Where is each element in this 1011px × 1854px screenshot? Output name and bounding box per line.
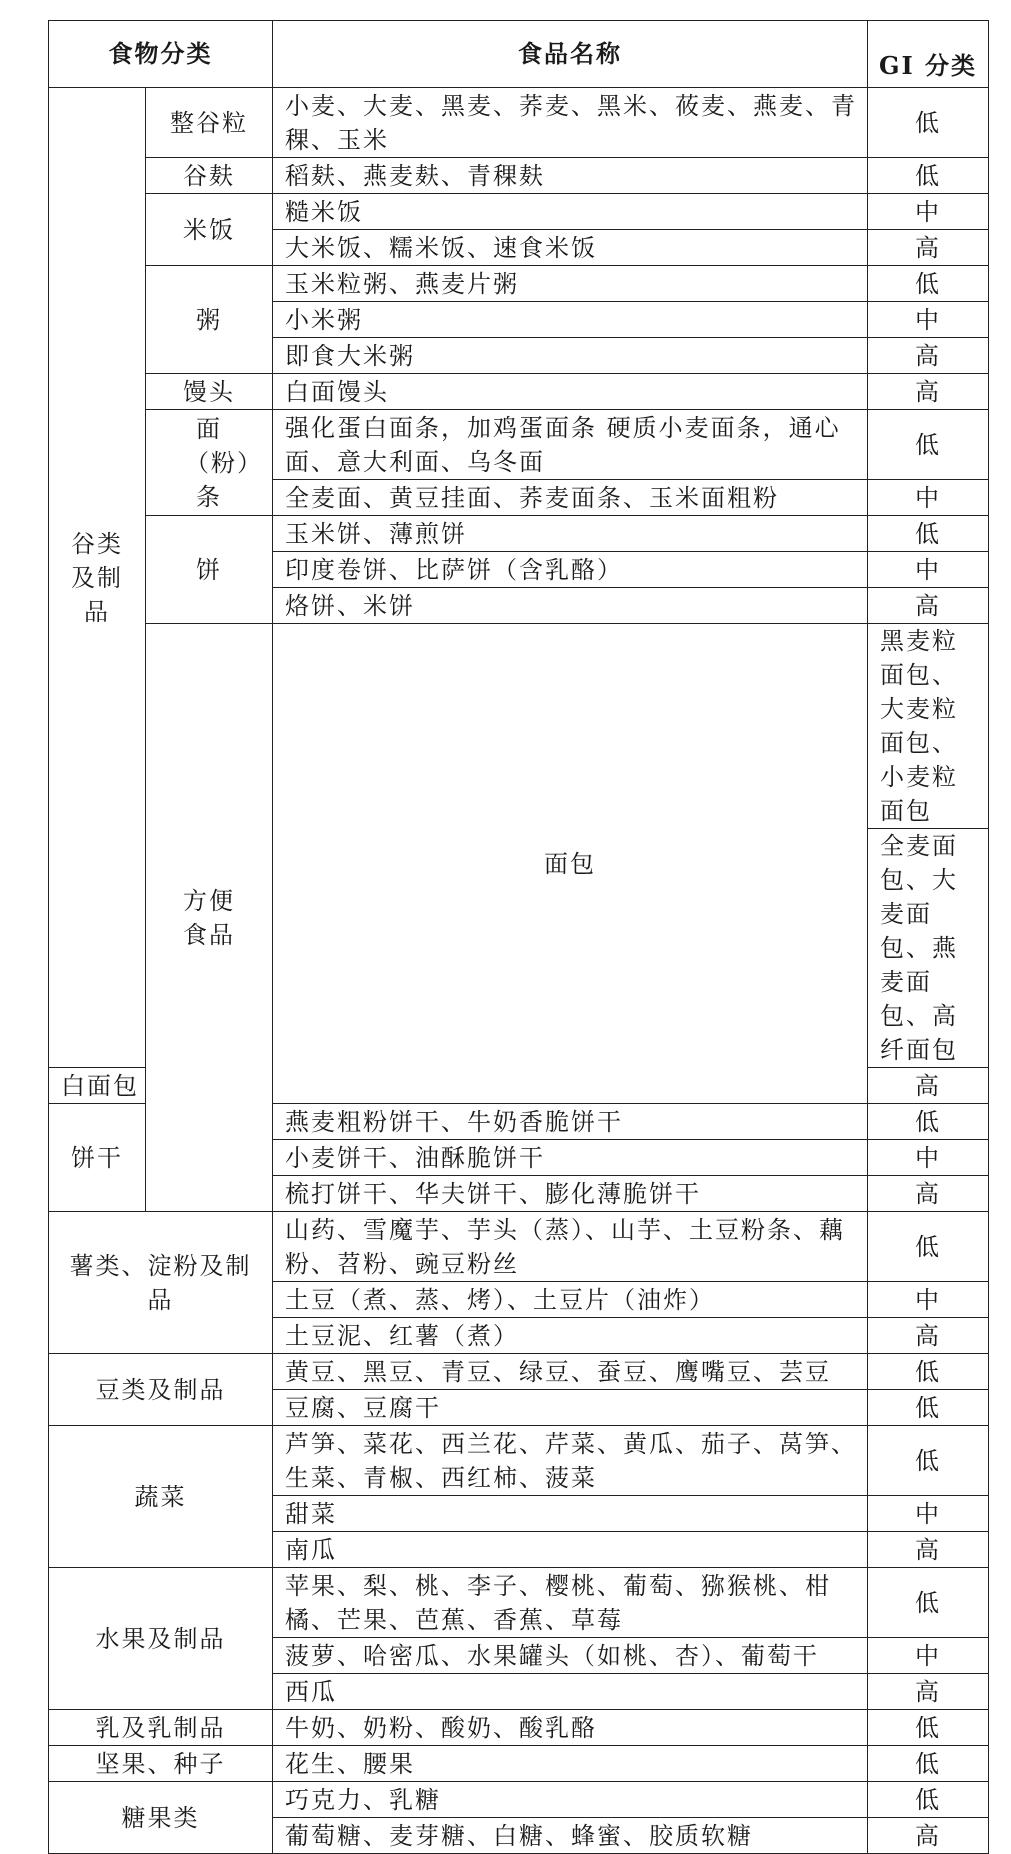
table-row [49,1568,989,1638]
gi-cell: 高 [868,1532,989,1568]
gi-cell: 低 [868,1710,989,1746]
gi-cell: 中 [868,194,989,230]
food-cell: 白面包 [49,1068,146,1104]
food-cell: 土豆（煮、蒸、烤）、土豆片（油炸） [273,1282,868,1318]
gi-cell: 高 [868,1318,989,1354]
header-row [49,21,989,88]
food-cell: 玉米饼、薄煎饼 [273,516,868,552]
table-row [49,1710,989,1746]
gi-cell: 中 [868,1282,989,1318]
gi-cell: 低 [868,1212,989,1282]
table-row [49,516,989,552]
gi-cell: 低 [868,1782,989,1818]
food-cell: 印度卷饼、比萨饼（含乳酪） [273,552,868,588]
food-cell: 花生、腰果 [273,1746,868,1782]
food-cell: 南瓜 [273,1532,868,1568]
header-category: 食物分类 [49,21,273,88]
gi-cell: 低 [868,1568,989,1638]
food-cell: 小麦、大麦、黑麦、荞麦、黑米、莜麦、燕麦、青稞、玉米 [273,88,868,158]
gi-table [48,20,989,1854]
food-cell: 黑麦粒面包、大麦粒面包、小麦粒面包 [868,624,989,829]
food-cell: 巧克力、乳糖 [273,1782,868,1818]
category-cell: 坚果、种子 [49,1746,273,1782]
gi-cell: 低 [868,410,989,480]
table-row [49,374,989,410]
food-cell: 大米饭、糯米饭、速食米饭 [273,230,868,266]
gi-cell: 低 [868,1104,989,1140]
food-cell: 豆腐、豆腐干 [273,1390,868,1426]
table-row [49,266,989,302]
gi-cell: 高 [868,1818,989,1854]
food-cell: 芦笋、菜花、西兰花、芹菜、黄瓜、茄子、莴笋、生菜、青椒、西红柿、菠菜 [273,1426,868,1496]
subcategory-cell: 米饭 [146,194,273,266]
food-cell: 黄豆、黑豆、青豆、绿豆、蚕豆、鹰嘴豆、芸豆 [273,1354,868,1390]
subcategory-cell: 饼 [146,516,273,624]
gi-cell: 高 [868,588,989,624]
food-cell: 玉米粒粥、燕麦片粥 [273,266,868,302]
category-label: 谷类及制品 [71,529,123,626]
header-gi: GI 分类 [868,21,989,88]
category-cell: 豆类及制品 [49,1354,273,1426]
gi-cell: 中 [868,1496,989,1532]
gi-cell: 高 [868,338,989,374]
gi-cell: 中 [868,1638,989,1674]
header-food: 食品名称 [273,21,868,88]
food-cell: 小米粥 [273,302,868,338]
subcategory-cell: 馒头 [146,374,273,410]
gi-cell: 低 [868,1354,989,1390]
food-cell: 菠萝、哈密瓜、水果罐头（如桃、杏）、葡萄干 [273,1638,868,1674]
subcategory-cell [146,410,273,516]
subcategory-cell: 整谷粒 [146,88,273,158]
subcategory-cell: 饼干 [49,1104,146,1212]
gi-cell: 低 [868,1426,989,1496]
subcategory-label: 面（粉）条 [185,414,263,511]
food-cell: 强化蛋白面条，加鸡蛋面条 硬质小麦面条，通心面、意大利面、乌冬面 [273,410,868,480]
food-cell: 燕麦粗粉饼干、牛奶香脆饼干 [273,1104,868,1140]
table-row [49,1782,989,1818]
food-cell: 全麦面、黄豆挂面、荞麦面条、玉米面粗粉 [273,480,868,516]
gi-cell: 高 [868,1176,989,1212]
gi-cell: 中 [868,480,989,516]
table-row [49,194,989,230]
food-cell: 甜菜 [273,1496,868,1532]
gi-cell: 低 [868,88,989,158]
food-cell: 稻麸、燕麦麸、青稞麸 [273,158,868,194]
food-cell: 小麦饼干、油酥脆饼干 [273,1140,868,1176]
table-row [49,1354,989,1390]
category-cell: 糖果类 [49,1782,273,1854]
gi-cell: 低 [868,266,989,302]
food-cell: 苹果、梨、桃、李子、樱桃、葡萄、猕猴桃、柑橘、芒果、芭蕉、香蕉、草莓 [273,1568,868,1638]
gi-cell: 低 [868,516,989,552]
gi-cell: 高 [868,374,989,410]
gi-cell: 中 [868,302,989,338]
category-cell: 蔬菜 [49,1426,273,1568]
table-row [49,624,989,829]
category-cell [49,88,146,1068]
category-cell [49,1212,273,1354]
table-row [49,158,989,194]
subcategory-cell: 谷麸 [146,158,273,194]
food-cell: 即食大米粥 [273,338,868,374]
gi-cell: 高 [868,1068,989,1104]
food-cell: 梳打饼干、华夫饼干、膨化薄脆饼干 [273,1176,868,1212]
category-cell [146,624,273,1212]
table-row [49,1212,989,1282]
gi-cell: 高 [868,1674,989,1710]
table-row [49,1426,989,1496]
category-label: 方便食品 [183,886,235,949]
table-row [49,410,989,480]
food-cell: 烙饼、米饼 [273,588,868,624]
gi-cell: 中 [868,552,989,588]
food-cell: 土豆泥、红薯（煮） [273,1318,868,1354]
category-label: 薯类、淀粉及制品 [69,1251,252,1314]
table-row [49,1746,989,1782]
table-row [49,88,989,158]
food-cell: 牛奶、奶粉、酸奶、酸乳酪 [273,1710,868,1746]
food-cell: 西瓜 [273,1674,868,1710]
subcategory-cell: 粥 [146,266,273,374]
food-cell: 白面馒头 [273,374,868,410]
food-cell: 全麦面包、大麦面包、燕麦面包、高纤面包 [868,829,989,1068]
gi-cell: 低 [868,158,989,194]
subcategory-cell: 面包 [273,624,868,1104]
gi-cell: 中 [868,1140,989,1176]
category-cell: 水果及制品 [49,1568,273,1710]
category-cell: 乳及乳制品 [49,1710,273,1746]
food-cell: 糙米饭 [273,194,868,230]
gi-cell: 低 [868,1746,989,1782]
gi-cell: 高 [868,230,989,266]
food-cell: 山药、雪魔芋、芋头（蒸）、山芋、土豆粉条、藕粉、苕粉、豌豆粉丝 [273,1212,868,1282]
gi-cell: 低 [868,1390,989,1426]
food-cell: 葡萄糖、麦芽糖、白糖、蜂蜜、胶质软糖 [273,1818,868,1854]
